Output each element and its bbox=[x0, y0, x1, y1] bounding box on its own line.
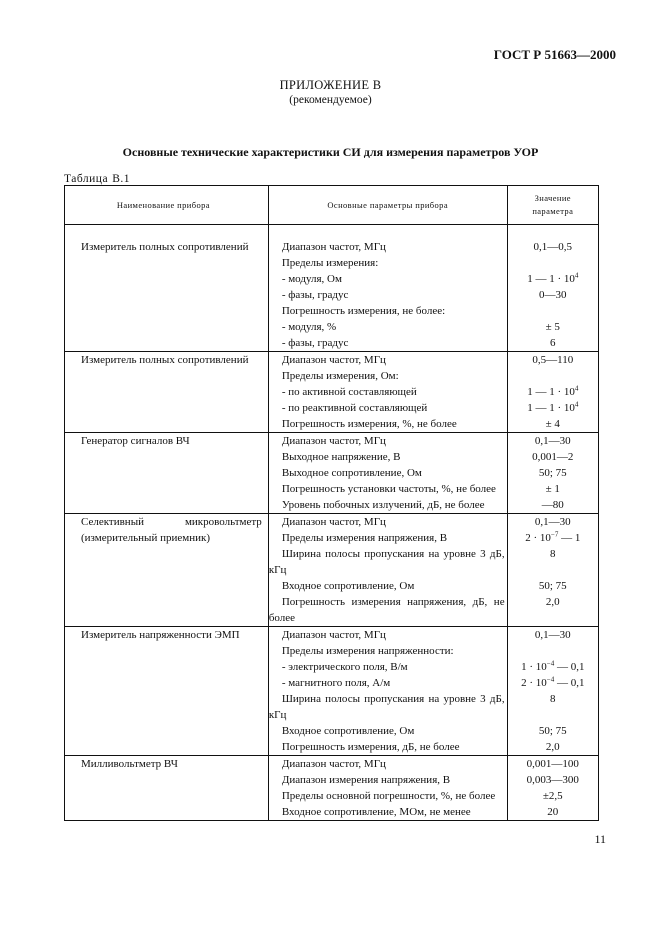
param: - электрического поля, В/м bbox=[281, 661, 408, 673]
characteristics-table bbox=[64, 185, 599, 821]
param: - модуля, Ом bbox=[281, 273, 342, 285]
param: Входное сопротивление, Ом bbox=[281, 580, 415, 592]
param: Погрешность измерения, не более: bbox=[281, 305, 446, 317]
value: $2 \cdot 10^{-7}$ — 1 bbox=[525, 530, 581, 544]
exponent: −4 bbox=[546, 675, 555, 684]
row-group-selective-microvoltmeter bbox=[65, 514, 599, 627]
value: ± 1 bbox=[545, 483, 560, 495]
value: 1 — $1 \cdot 10^4$ bbox=[527, 384, 579, 398]
param: - по активной составляющей bbox=[281, 386, 417, 398]
value: $1 \cdot 10^{-4}$ — 0,1 bbox=[521, 659, 585, 673]
device-name: Измеритель полных сопротивлений bbox=[81, 354, 249, 366]
value: 0,001—2 bbox=[532, 451, 574, 463]
param: Диапазон частот, МГц bbox=[281, 241, 386, 253]
value: 0,5—110 bbox=[532, 354, 574, 366]
value: 2,0 bbox=[545, 741, 560, 753]
param: Пределы измерения напряжения, В bbox=[281, 532, 448, 544]
table-label-number: В.1 bbox=[112, 173, 131, 185]
table-label bbox=[64, 173, 130, 185]
value: ± 5 bbox=[545, 321, 560, 333]
param: Погрешность измерения напряжения, дБ, не более bbox=[268, 596, 505, 624]
table-header-row bbox=[65, 186, 599, 225]
param: Погрешность измерения, дБ, не более bbox=[281, 741, 460, 753]
value: 0,001—100 bbox=[526, 758, 579, 770]
value: 0,003—300 bbox=[526, 774, 579, 786]
param: Пределы основной погрешности, %, не более bbox=[281, 790, 496, 802]
row-group-impedance-meter-2 bbox=[65, 352, 599, 433]
param: Выходное сопротивление, Ом bbox=[281, 467, 422, 479]
device-name: Генератор сигналов ВЧ bbox=[81, 435, 190, 447]
value: 50; 75 bbox=[538, 580, 567, 592]
device-name: Измеритель полных сопротивлений bbox=[81, 241, 249, 253]
param: Входное сопротивление, Ом bbox=[281, 725, 415, 737]
value: 1 — $1 \cdot 10^4$ bbox=[527, 271, 579, 285]
param: - магнитного поля, А/м bbox=[281, 677, 391, 689]
param: - модуля, % bbox=[281, 321, 337, 333]
device-name: Селективный микровольтметр (измерительный приемник) bbox=[81, 516, 262, 544]
value: —80 bbox=[541, 499, 564, 511]
param: Диапазон частот, МГц bbox=[281, 354, 386, 366]
header-params: Основные параметры прибора bbox=[268, 186, 507, 225]
value: 2,0 bbox=[545, 596, 560, 608]
param: Диапазон измерения напряжения, В bbox=[281, 774, 451, 786]
value: 0,1—0,5 bbox=[533, 241, 573, 253]
value: ± 4 bbox=[545, 418, 560, 430]
device-name: Измеритель напряженности ЭМП bbox=[81, 629, 240, 641]
value: 20 bbox=[547, 806, 559, 818]
value: 6 bbox=[550, 337, 556, 349]
device-name: Милливольтметр ВЧ bbox=[81, 758, 178, 770]
param: Диапазон частот, МГц bbox=[281, 516, 386, 528]
header-value-line2: параметра bbox=[532, 206, 574, 216]
value: 0,1—30 bbox=[534, 435, 571, 447]
header-value bbox=[507, 186, 598, 225]
exponent: −7 bbox=[550, 530, 559, 539]
row-group-impedance-meter-1 bbox=[65, 225, 599, 352]
param: Погрешность измерения, %, не более bbox=[281, 418, 457, 430]
value: $2 \cdot 10^{-4}$ — 0,1 bbox=[521, 675, 585, 689]
value: 8 bbox=[550, 693, 556, 705]
param: Ширина полосы пропускания на уровне 3 дБ, кГц bbox=[268, 548, 505, 576]
value: 0—30 bbox=[539, 289, 567, 301]
param: Диапазон частот, МГц bbox=[281, 758, 386, 770]
param: Пределы измерения: bbox=[281, 257, 379, 269]
param: Уровень побочных излучений, дБ, не более bbox=[281, 499, 485, 511]
value: 0,1—30 bbox=[534, 516, 571, 528]
param: Пределы измерения напряженности: bbox=[281, 645, 454, 657]
value: 50; 75 bbox=[538, 467, 567, 479]
param: - фазы, градус bbox=[281, 289, 349, 301]
table-label-word: Таблица bbox=[64, 173, 109, 185]
param: Погрешность установки частоты, %, не более bbox=[281, 483, 496, 495]
exponent: 4 bbox=[574, 400, 579, 409]
exponent: 4 bbox=[574, 384, 579, 393]
row-group-emf-meter bbox=[65, 627, 599, 756]
param: Входное сопротивление, МОм, не менее bbox=[281, 806, 471, 818]
row-group-millivoltmeter bbox=[65, 756, 599, 821]
value: 0,1—30 bbox=[534, 629, 571, 641]
param: - по реактивной составляющей bbox=[281, 402, 428, 414]
appendix-note: (рекомендуемое) bbox=[289, 94, 372, 106]
value: 50; 75 bbox=[538, 725, 567, 737]
document-title: Основные технические характеристики СИ для измерения параметров УОР bbox=[122, 145, 539, 159]
document-code: ГОСТ Р 51663—2000 bbox=[493, 47, 616, 62]
param: Выходное напряжение, В bbox=[281, 451, 401, 463]
exponent: 4 bbox=[574, 271, 579, 280]
header-name: Наименование прибора bbox=[65, 186, 269, 225]
page-number: 11 bbox=[594, 832, 606, 846]
value: 1 — $1 \cdot 10^4$ bbox=[527, 400, 579, 414]
row-group-signal-generator bbox=[65, 433, 599, 514]
param: Диапазон частот, МГц bbox=[281, 629, 386, 641]
param: Диапазон частот, МГц bbox=[281, 435, 386, 447]
value: 8 bbox=[550, 548, 556, 560]
appendix-title: ПРИЛОЖЕНИЕ В bbox=[279, 78, 382, 92]
exponent: −4 bbox=[546, 659, 555, 668]
header-value-line1: Значение bbox=[534, 193, 571, 203]
value: ±2,5 bbox=[542, 790, 563, 802]
param: - фазы, градус bbox=[281, 337, 349, 349]
param: Пределы измерения, Ом: bbox=[281, 370, 399, 382]
param: Ширина полосы пропускания на уровне 3 дБ, кГц bbox=[268, 693, 505, 721]
